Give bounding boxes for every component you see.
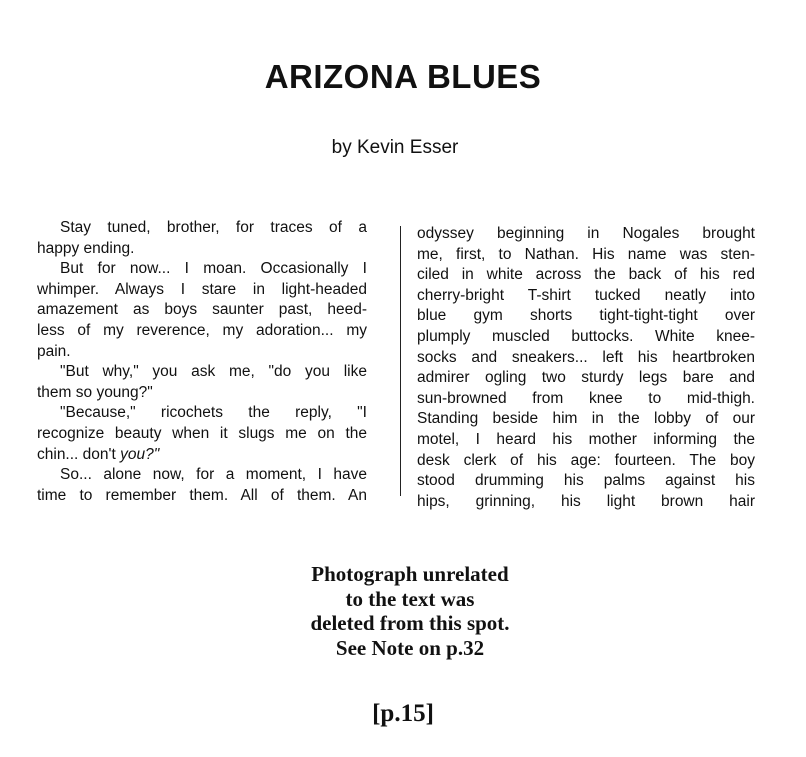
text-line: happy ending. [37,239,135,257]
column-divider [400,226,401,496]
text-line: cherry-bright T-shirt tucked neatly into [417,286,755,304]
text-line: plumply muscled buttocks. White knee- [417,327,755,345]
editor-note-line: deleted from this spot. [310,611,510,635]
right-text-column [417,224,755,512]
text-line: So... alone now, for a moment, I have [60,466,367,484]
text-line: them so young?" [37,383,153,401]
editor-note-line: to the text was [345,586,475,611]
text-line: amazement as boys saunter past, heed- [37,301,367,319]
text-line: hips, grinning, his light brown hair [417,492,755,510]
text-line: whimper. Always I stare in light-headed [37,280,367,298]
left-text-column [37,218,367,506]
text-line: Stay tuned, brother, for traces of a [60,219,367,236]
text-line: chin... don't you?" [37,445,160,463]
text-line: admirer ogling two sturdy legs bare and [417,369,755,387]
text-line: odyssey beginning in Nogales brought [417,225,755,242]
text-line: Standing beside him in the lobby of our [417,410,755,428]
page-number: [p.15] [372,700,434,727]
text-line: motel, I heard his mother informing the [417,430,755,448]
text-line: "Because," ricochets the reply, "I [60,404,367,422]
text-line: stood drumming his palms against his [417,472,755,490]
text-line: socks and sneakers... left his heartbroken [417,348,755,366]
article-title: ARIZONA BLUES [264,58,542,95]
text-line: But for now... I moan. Occasionally I [60,260,367,278]
editor-note-line: Photograph unrelated [311,562,509,586]
editor-note [0,562,806,660]
text-line: time to remember them. All of them. An [37,486,367,504]
text-line: less of my reverence, my adoration... my [37,321,367,339]
text-line: desk clerk of his age: fourteen. The boy [417,451,755,469]
text-line: pain. [37,342,71,360]
text-line: me, first, to Nathan. His name was sten- [417,245,755,263]
text-line: ciled in white across the back of his red [417,266,755,284]
text-line: sun-browned from knee to mid-thigh. [417,389,755,407]
editor-note-line: See Note on p.32 [335,635,485,660]
text-line: "But why," you ask me, "do you like [60,363,367,381]
text-line: blue gym shorts tight-tight-tight over [417,307,755,325]
article-byline: by Kevin Esser [331,137,459,158]
text-line: recognize beauty when it slugs me on the [37,424,367,442]
